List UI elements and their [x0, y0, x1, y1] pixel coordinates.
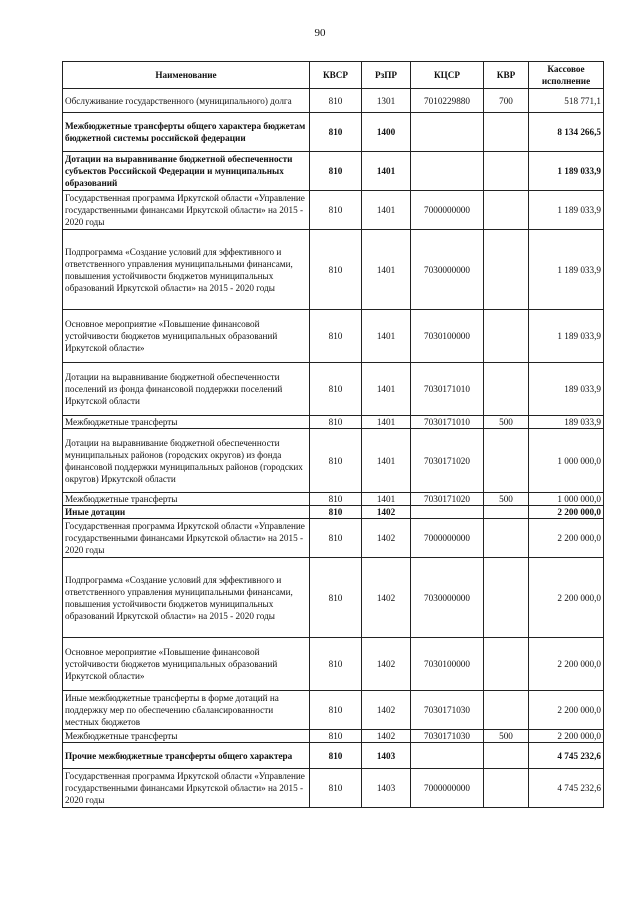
row-rzpr: 1401 [362, 310, 411, 363]
row-rzpr: 1400 [362, 113, 411, 152]
header-amount: Кассовое исполнение [529, 62, 604, 89]
row-amount: 2 200 000,0 [529, 691, 604, 730]
row-amount: 4 745 232,6 [529, 743, 604, 769]
row-name: Основное мероприятие «Повышение финансовой устойчивости бюджетов муниципальных образований Иркутской области» [63, 638, 310, 691]
table-row [63, 191, 604, 230]
row-name: Прочие межбюджетные трансферты общего характера [63, 743, 310, 769]
row-name: Дотации на выравнивание бюджетной обеспеченности поселений из фонда финансовой поддержки поселений Иркутской области [63, 363, 310, 416]
header-kvsr: КВСР [310, 62, 362, 89]
table-row [63, 230, 604, 310]
row-rzpr: 1403 [362, 769, 411, 808]
table-row [63, 691, 604, 730]
table-row [63, 89, 604, 113]
row-name: Государственная программа Иркутской области «Управление государственными финансами Иркутской области» на 2015 - 2020 годы [63, 191, 310, 230]
row-rzpr: 1401 [362, 363, 411, 416]
row-kvsr: 810 [310, 730, 362, 743]
row-kcsr: 7030100000 [411, 638, 484, 691]
row-kvsr: 810 [310, 416, 362, 429]
row-rzpr: 1402 [362, 506, 411, 519]
row-rzpr: 1402 [362, 638, 411, 691]
row-rzpr: 1401 [362, 152, 411, 191]
header-rzpr: РзПР [362, 62, 411, 89]
row-amount: 4 745 232,6 [529, 769, 604, 808]
row-kvsr: 810 [310, 691, 362, 730]
row-rzpr: 1402 [362, 519, 411, 558]
row-name: Подпрограмма «Создание условий для эффективного и ответственного управления муниципальными финансами, повышения устойчивости бюджетов муниципальных образований Иркутской области» на 2015 - 2020 годы [63, 558, 310, 638]
row-rzpr: 1402 [362, 730, 411, 743]
row-rzpr: 1402 [362, 558, 411, 638]
row-rzpr: 1403 [362, 743, 411, 769]
row-rzpr: 1401 [362, 230, 411, 310]
row-rzpr: 1401 [362, 416, 411, 429]
table-row [63, 638, 604, 691]
table-row [63, 416, 604, 429]
row-kcsr: 7030171030 [411, 691, 484, 730]
row-kvsr: 810 [310, 519, 362, 558]
row-rzpr: 1301 [362, 89, 411, 113]
row-kcsr: 7000000000 [411, 769, 484, 808]
row-amount: 2 200 000,0 [529, 638, 604, 691]
table-header-row [63, 62, 604, 89]
row-kcsr [411, 113, 484, 152]
table-row [63, 506, 604, 519]
row-rzpr: 1401 [362, 429, 411, 493]
row-kcsr: 7030000000 [411, 230, 484, 310]
row-amount: 2 200 000,0 [529, 558, 604, 638]
row-kvr [484, 638, 529, 691]
row-kvsr: 810 [310, 113, 362, 152]
row-name: Иные дотации [63, 506, 310, 519]
row-kvsr: 810 [310, 89, 362, 113]
row-kvr [484, 363, 529, 416]
row-name: Дотации на выравнивание бюджетной обеспеченности муниципальных районов (городских округов) из фонда финансовой поддержки муниципальных районов (городских округов) Иркутской области [63, 429, 310, 493]
page-number: 90 [314, 27, 326, 39]
row-kcsr: 7030000000 [411, 558, 484, 638]
table-row [63, 519, 604, 558]
table-row [63, 558, 604, 638]
row-amount: 518 771,1 [529, 89, 604, 113]
row-kvr [484, 429, 529, 493]
row-kcsr: 7000000000 [411, 519, 484, 558]
row-kcsr: 7030171010 [411, 363, 484, 416]
table-row [63, 363, 604, 416]
row-kcsr: 7000000000 [411, 191, 484, 230]
row-kvsr: 810 [310, 506, 362, 519]
row-kcsr: 7030171020 [411, 429, 484, 493]
row-kcsr [411, 743, 484, 769]
row-kvsr: 810 [310, 429, 362, 493]
row-kvsr: 810 [310, 558, 362, 638]
row-rzpr: 1401 [362, 493, 411, 506]
row-amount: 2 200 000,0 [529, 506, 604, 519]
row-kcsr: 7010229880 [411, 89, 484, 113]
row-name: Межбюджетные трансферты общего характера бюджетам бюджетной системы российской федерации [63, 113, 310, 152]
row-kvsr: 810 [310, 743, 362, 769]
row-name: Иные межбюджетные трансферты в форме дотаций на поддержку мер по обеспечению сбалансированности местных бюджетов [63, 691, 310, 730]
row-name: Межбюджетные трансферты [63, 416, 310, 429]
row-name: Межбюджетные трансферты [63, 730, 310, 743]
row-kvsr: 810 [310, 310, 362, 363]
row-kvr [484, 191, 529, 230]
table-row [63, 152, 604, 191]
row-kvr: 500 [484, 493, 529, 506]
row-kvr [484, 691, 529, 730]
table-row [63, 429, 604, 493]
row-kvsr: 810 [310, 230, 362, 310]
row-name: Основное мероприятие «Повышение финансовой устойчивости бюджетов муниципальных образований Иркутской области» [63, 310, 310, 363]
row-kvsr: 810 [310, 363, 362, 416]
row-kvsr: 810 [310, 493, 362, 506]
row-kvr: 700 [484, 89, 529, 113]
row-amount: 1 189 033,9 [529, 310, 604, 363]
row-kcsr [411, 506, 484, 519]
header-kvr: КВР [484, 62, 529, 89]
row-name: Подпрограмма «Создание условий для эффективного и ответственного управления муниципальными финансами, повышения устойчивости бюджетов муниципальных образований Иркутской области» на 2015 - 2020 годы [63, 230, 310, 310]
row-kvr [484, 769, 529, 808]
row-kvr: 500 [484, 730, 529, 743]
header-kcsr: КЦСР [411, 62, 484, 89]
row-kvsr: 810 [310, 191, 362, 230]
row-kvsr: 810 [310, 769, 362, 808]
row-amount: 1 189 033,9 [529, 191, 604, 230]
row-rzpr: 1402 [362, 691, 411, 730]
table-body [63, 89, 604, 808]
row-kvr [484, 506, 529, 519]
row-kvr [484, 519, 529, 558]
row-amount: 2 200 000,0 [529, 519, 604, 558]
row-kcsr: 7030171030 [411, 730, 484, 743]
row-amount: 1 189 033,9 [529, 152, 604, 191]
row-amount: 1 000 000,0 [529, 493, 604, 506]
budget-table [62, 61, 604, 808]
table-row [63, 730, 604, 743]
row-kcsr: 7030100000 [411, 310, 484, 363]
row-name: Дотации на выравнивание бюджетной обеспеченности субъектов Российской Федерации и муниципальных образований [63, 152, 310, 191]
table-row [63, 769, 604, 808]
header-name: Наименование [63, 62, 310, 89]
row-name: Государственная программа Иркутской области «Управление государственными финансами Иркутской области» на 2015 - 2020 годы [63, 769, 310, 808]
row-kvr [484, 743, 529, 769]
row-kvr [484, 113, 529, 152]
row-kvr [484, 230, 529, 310]
row-kvr [484, 558, 529, 638]
row-kvr [484, 310, 529, 363]
row-amount: 1 189 033,9 [529, 230, 604, 310]
table-row [63, 113, 604, 152]
row-kcsr: 7030171020 [411, 493, 484, 506]
row-name: Межбюджетные трансферты [63, 493, 310, 506]
row-kvr: 500 [484, 416, 529, 429]
row-kvr [484, 152, 529, 191]
row-amount: 2 200 000,0 [529, 730, 604, 743]
row-amount: 8 134 266,5 [529, 113, 604, 152]
row-amount: 189 033,9 [529, 363, 604, 416]
table-row [63, 743, 604, 769]
table-row [63, 493, 604, 506]
table-row [63, 310, 604, 363]
row-kcsr [411, 152, 484, 191]
row-name: Обслуживание государственного (муниципального) долга [63, 89, 310, 113]
row-kvsr: 810 [310, 638, 362, 691]
row-amount: 189 033,9 [529, 416, 604, 429]
row-name: Государственная программа Иркутской области «Управление государственными финансами Иркутской области» на 2015 - 2020 годы [63, 519, 310, 558]
row-kvsr: 810 [310, 152, 362, 191]
row-amount: 1 000 000,0 [529, 429, 604, 493]
row-rzpr: 1401 [362, 191, 411, 230]
row-kcsr: 7030171010 [411, 416, 484, 429]
